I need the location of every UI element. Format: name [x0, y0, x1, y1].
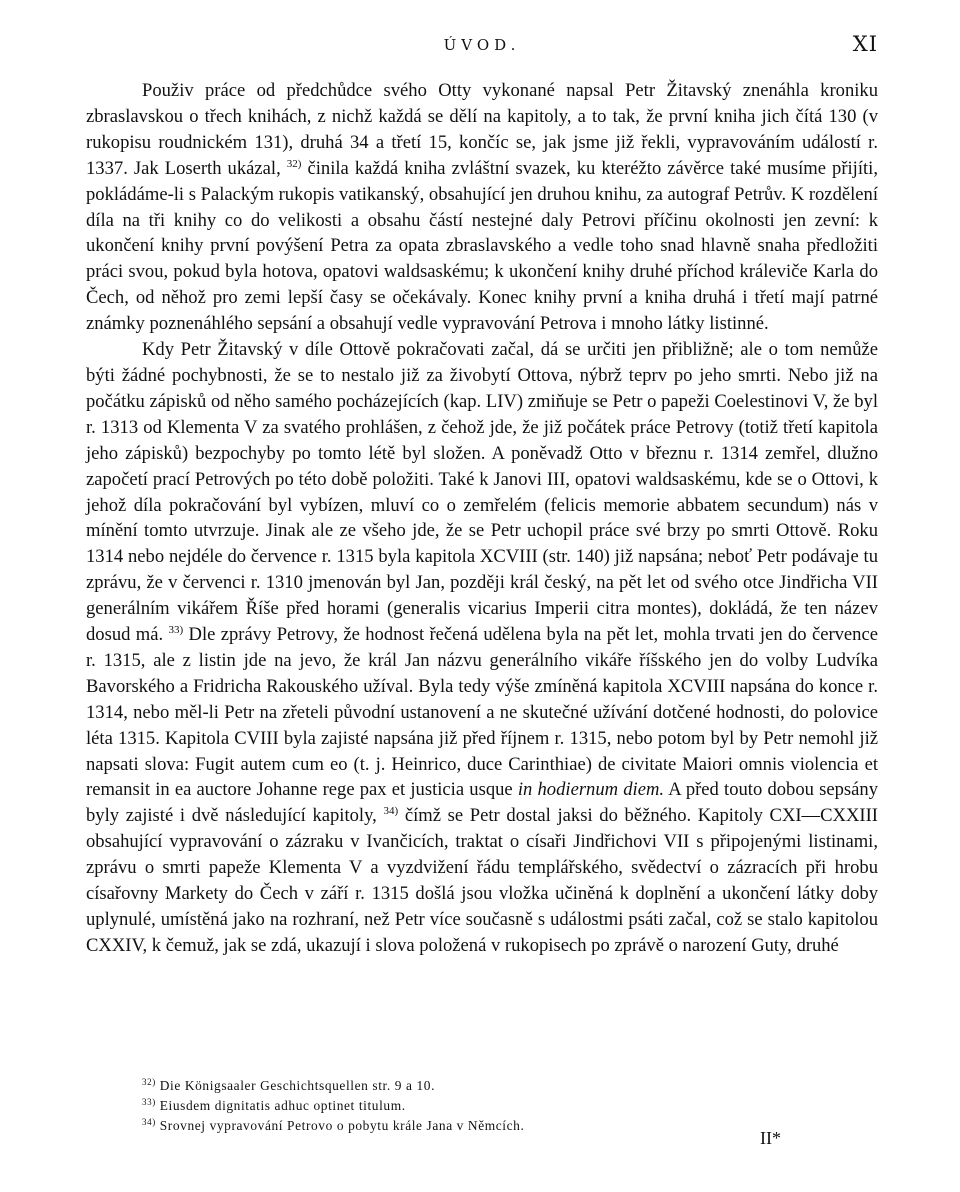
footnote-text: Eiusdem dignitatis adhuc optinet titulum.: [155, 1098, 406, 1113]
body-text: [86, 78, 878, 959]
footnote-32: [142, 1076, 842, 1096]
running-head: ÚVOD.: [443, 36, 521, 54]
text-run: činila každá kniha zvláštní svazek, ku kteréžto závěrce také musíme přijíti, pokládáme-li s Palackým rukopis vatikanský, obsahující jen druhou knihu, za autograf Petrův. K rozdělení díla na tři knihy co do velikosti a obsahu částí nestejné daly Petrovi příčinu okolnosti jen zevní: k ukončení knihy první povýšení Petra za opata zbraslavského a vedle toho snad hlavně snaha předložiti práci svou, pokud byla hotova, opatovi waldsaskému; k ukončení knihy druhé příchod králeviče Karla do Čech, od něhož pro zemi lepší časy se očekávaly. Konec knihy první a kniha druhá i třetí mají patrné známky poznenáhlého sepsání a obsahují vedle vypravování Petrova i mnoho látky listinné.: [86, 157, 878, 335]
text-run: Použiv práce od předchůdce svého Otty vykonané napsal Petr Žitavský znenáhla kroniku zbraslavskou o třech knihách, z nichž každá se dělí na kapitoly, a to tak, že první kniha jich čítá 130 (v rukopisu roudnickém 131), druhá 34 a třetí 15, končíc se, jak jsme již řekli, vypravováním událostí r. 1337. Jak Loserth ukázal,: [86, 80, 878, 179]
text-run: Dle zprávy Petrovy, že hodnost řečená udělena byla na pět let, mohla trvati jen do července r. 1315, ale z listin jde na jevo, že král Jan názvu generálního vikáře říšského jen do volby Ludvíka Bavorského a Fridricha Rakouského užíval. Byla tedy výše zmíněná kapitola XCVIII napsána do konce r. 1314, nebo měl-li Petr na zřeteli původní ustanovení a ne skutečné užívání dotčené hodnosti, do polovice léta 1315. Kapitola CVIII byla zajisté napsána již před říjnem r. 1315, nebo potom byl by Petr nemohl již napsati slova: Fugit autem cum eo (t. j. Heinrico, duce Carinthiae) de civitate Maiori omnis violencia et remansit in ea auctore Johanne rege pax et justicia usque: [86, 624, 878, 801]
paragraph-2: [86, 337, 878, 959]
footnote-text: Die Königsaaler Geschichtsquellen str. 9 a 10.: [155, 1078, 436, 1093]
footnote-reference: 33): [168, 624, 184, 637]
page-header: [86, 32, 878, 62]
signature-mark: II*: [760, 1128, 781, 1148]
footnote-mark: 34): [142, 1117, 156, 1127]
paragraph-1: [86, 78, 878, 337]
footnote-text: Srovnej vypravování Petrovo o pobytu krále Jana v Němcích.: [155, 1118, 525, 1133]
page-number: XI: [852, 32, 878, 56]
footnotes: [142, 1076, 842, 1136]
footnote-mark: 32): [142, 1077, 156, 1087]
footnote-33: [142, 1096, 842, 1116]
footnote-mark: 33): [142, 1097, 156, 1107]
footnote-34: [142, 1116, 842, 1136]
text-run: čímž se Petr dostal jaksi do běžného. Kapitoly CXI—CXXIII obsahující vypravování o zázraku v Ivančicích, traktat o císaři Jindřichovi VII s připojenými listinami, zprávu o smrti papeže Klementa V a vyzdvižení řádu templářského, svědectví o zázracích při hrobu císařovny Markety do Čech v září r. 1315 došlá jsou vložka učiněná k doplnění a ukončení látky doby uplynulé, umístěná jako na rozhraní, než Petr více současně s událostmi psáti začal, což se stalo kapitolou CXXIV, k čemuž, jak se zdá, ukazují i slova položená v rukopisech po zprávě o narození Guty, druhé: [86, 805, 878, 956]
italic-phrase: in hodiernum diem.: [517, 779, 665, 801]
footnote-reference: 34): [383, 805, 399, 818]
text-run: A před touto dobou sepsány byly zajisté i dvě následující kapitoly,: [86, 779, 878, 827]
footnote-reference: 32): [286, 157, 302, 170]
text-run: Kdy Petr Žitavský v díle Ottově pokračovati začal, dá se určiti jen přibližně; ale o tom nemůže býti žádné pochybnosti, že se to nestalo již za živobytí Ottova, nýbrž teprv po jeho smrti. Nebo již na počátku zápisků od něho samého pocházejících (kap. LIV) zmiňuje se Petr o papeži Coelestinovi V, že byl r. 1313 od Klementa V za svatého prohlášen, z čehož jde, že již počátek práce Petrovy (totiž třetí kapitola jeho zápisků) bezpochyby po tomto létě byl složen. A poněvadž Otto v březnu r. 1314 zemřel, dlužno započetí prací Petrových po této době položiti. Také k Janovi III, opatovi waldsaskému, kde se o Ottovi, k jehož díla pokračování byl vybízen, mluví co o zemřelém (felicis memorie abbatem secundum) nás v mínění tomto utvrzuje. Jinak ale ze všeho jde, že se Petr uchopil práce své brzy po smrti Ottově. Roku 1314 nebo nejdéle do července r. 1315 byla kapitola XCVIII (str. 140) již napsána; neboť Petr podávaje tu zprávu, že v červenci r. 1310 jmenován byl Jan, později král český, na pět let od svého otce Jindřicha VII generálním vikářem Říše před horami (generalis vicarius Imperii citra montes), dokládá, že ten název dosud má.: [86, 339, 878, 646]
